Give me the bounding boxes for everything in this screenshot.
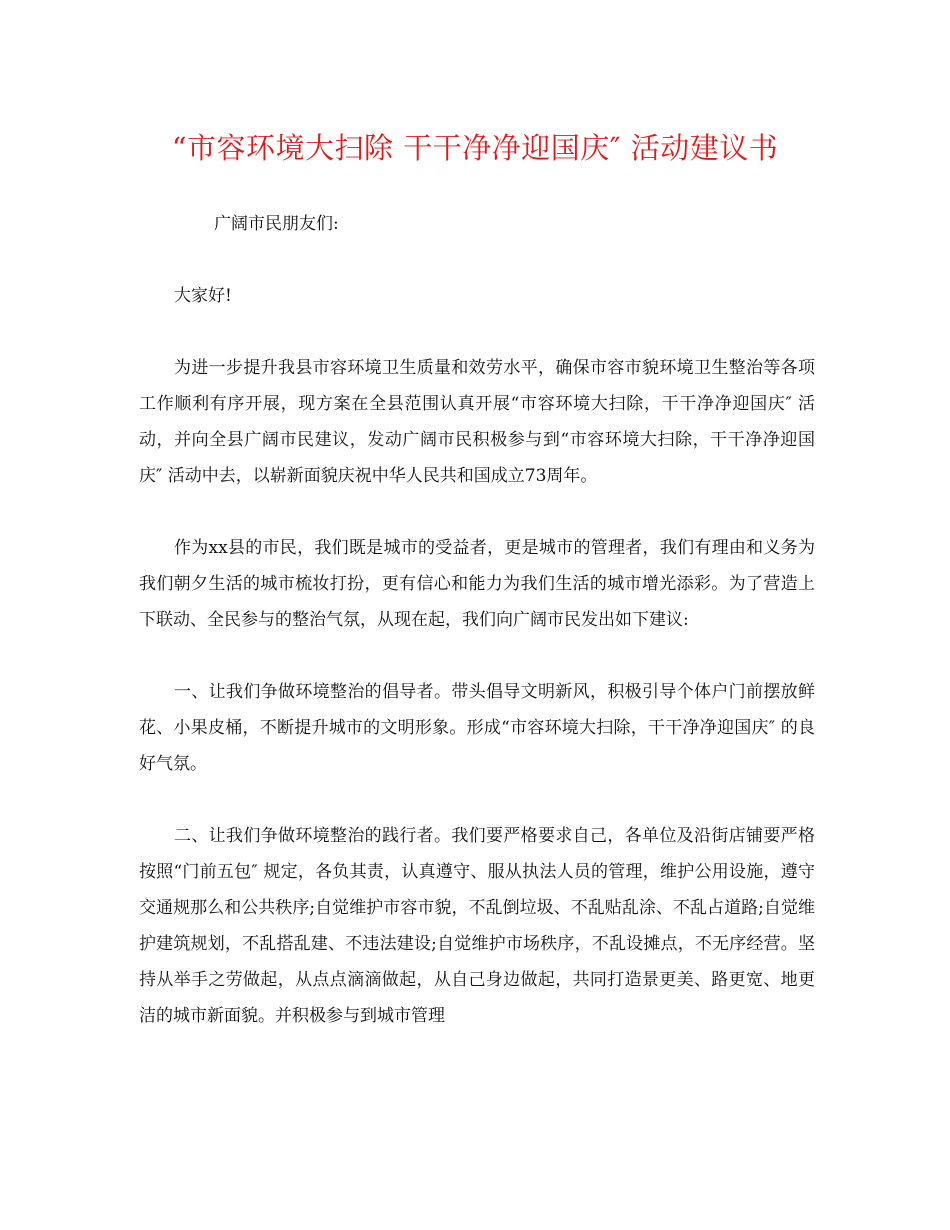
spacer bbox=[139, 314, 815, 350]
document-title: “市容环境大扫除 干干净净迎国庆″ 活动建议书 bbox=[171, 131, 779, 165]
paragraph-intro: 为进一步提升我县市容环境卫生质量和效劳水平，确保市容市貌环境卫生整治等各项工作顺利有序开展，现方案在全县范围认真开展“市容环境大扫除，干干净净迎国庆″ 活动，并向全县广阔市民建议，发动广阔市民积极参与到“市容环境大扫除，干干净净迎国庆″ 活动中去，以崭新面貌庆祝中华人民共和国成立73周年。 bbox=[139, 358, 815, 486]
spacer bbox=[139, 638, 815, 674]
spacer bbox=[139, 782, 815, 818]
greeting: 大家好! bbox=[174, 286, 232, 306]
paragraph-proposal-1: 一、让我们争做环境整治的倡导者。带头倡导文明新风，积极引导个体户门前摆放鲜花、小果皮桶，不断提升城市的文明形象。形成“市容环境大扫除，干干净净迎国庆″ 的良好气氛。 bbox=[139, 682, 815, 774]
spacer bbox=[139, 494, 815, 530]
spacer bbox=[139, 242, 815, 278]
paragraph-citizens: 作为xx县的市民，我们既是城市的受益者，更是城市的管理者，我们有理由和义务为我们朝夕生活的城市梳妆打扮，更有信心和能力为我们生活的城市增光添彩。为了营造上下联动、全民参与的整治气氛，从现在起，我们向广阔市民发出如下建议: bbox=[139, 538, 815, 630]
paragraph-proposal-2: 二、让我们争做环境整治的践行者。我们要严格要求自己，各单位及沿街店铺要严格按照“门前五包″ 规定，各负其责，认真遵守、服从执法人员的管理，维护公用设施，遵守交通规那么和公共秩序;自觉维护市容市貌，不乱倒垃圾、不乱贴乱涂、不乱占道路;自觉维护建筑规划，不乱搭乱建、不违法建设;自觉维护市场秩序，不乱设摊点，不无序经营。坚持从举手之劳做起，从点点滴滴做起，从自己身边做起，共同打造景更美、路更宽、地更洁的城市新面貌。并积极参与到城市管理 bbox=[139, 826, 815, 1026]
document-body bbox=[139, 206, 815, 1034]
salutation: 广阔市民朋友们: bbox=[214, 214, 339, 234]
